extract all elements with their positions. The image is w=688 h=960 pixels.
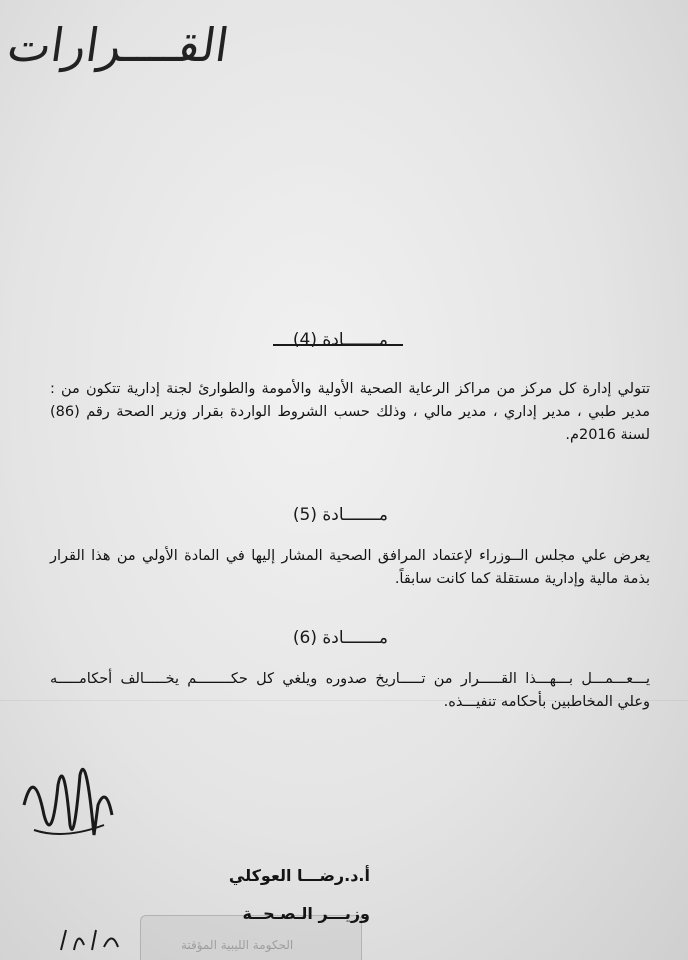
signatory-title: وزيـــر الـصـحــة [242, 904, 370, 923]
article-6-heading [0, 628, 688, 652]
article-6-label: مـــــــادة (6) [292, 628, 388, 648]
article-6-text: يـــعـــمـــل بـــهـــذا القـــــرار من تـــــاريخ صدوره ويلغي كل حكــــــــم يخـــــالف أحكامـــــه وعلي المخاطبين بأحكامه تنفيـــذه. [50, 671, 650, 710]
signatory-name: أ.د.رضـــا العوكلي [228, 866, 370, 885]
article-5-heading [0, 505, 688, 529]
article-4-label: مـــــــادة (4) [292, 330, 388, 350]
article-5-text: يعرض علي مجلس الــوزراء لإعتماد المرافق الصحية المشار إليها في المادة الأولي من هذا القرار بذمة مالية وإدارية مستقلة كما كانت سابقاً. [50, 548, 650, 587]
article-4-heading [0, 330, 688, 354]
stamp-text: الحكومة الليبية المؤقتة [181, 938, 294, 952]
document-title: القــــرارات [4, 18, 233, 72]
article-4-text: تتولي إدارة كل مركز من مراكز الرعاية الصحية الأولية والأمومة والطوارئ لجنة إدارية تتكون من : مدير طبي ، مدير إداري ، مدير مالي ، وذلك حسب الشروط الواردة بقرار وزير الصحة رقم (86) لسنة 2016م. [50, 381, 650, 443]
signature-mark [14, 745, 134, 865]
handwritten-date-mark [56, 925, 126, 955]
article-5-label: مـــــــادة (5) [292, 505, 388, 525]
